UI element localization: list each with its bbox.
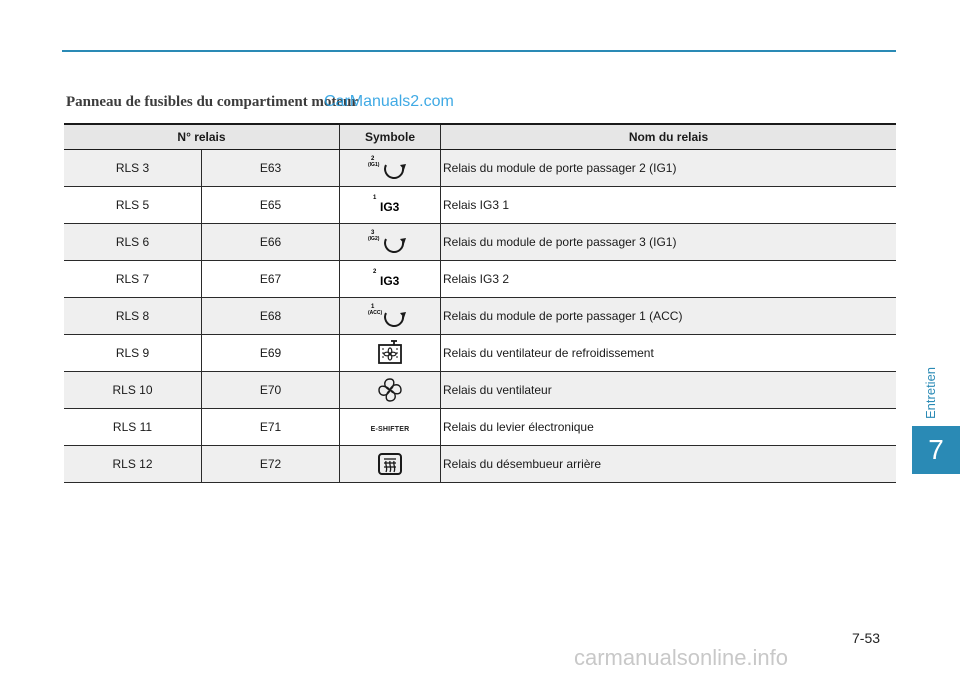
- relay-table: [64, 123, 896, 483]
- relay-number: RLS 8: [64, 298, 202, 335]
- column-header-relay-no: N° relais: [64, 124, 340, 150]
- sidebar-section-label: Entretien: [923, 366, 938, 420]
- table-row: [64, 187, 896, 224]
- section-title: Panneau de fusibles du compartiment moteur: [66, 94, 359, 110]
- table-row: [64, 409, 896, 446]
- chapter-tab: 7: [912, 426, 960, 474]
- relay-number: RLS 3: [64, 150, 202, 187]
- relay-number: RLS 6: [64, 224, 202, 261]
- relay-number: RLS 12: [64, 446, 202, 483]
- symbol-superscript: 1: [371, 304, 375, 310]
- rear-defroster-icon: [367, 448, 413, 480]
- relay-name: Relais du ventilateur: [441, 372, 897, 409]
- relay-name: Relais du ventilateur de refroidissement: [441, 335, 897, 372]
- ig3-text-icon: [367, 189, 413, 221]
- cooling-fan-radiator-icon: [367, 337, 413, 369]
- ignition-key-icon: [367, 152, 413, 184]
- page-number: 7-53: [852, 630, 881, 646]
- symbol-superscript: 2: [371, 156, 375, 162]
- relay-number: RLS 11: [64, 409, 202, 446]
- column-header-symbol: Symbole: [340, 124, 441, 150]
- relay-code: E69: [202, 335, 340, 372]
- ignition-key-icon: [367, 300, 413, 332]
- table-row: [64, 372, 896, 409]
- relay-name: Relais IG3 1: [441, 187, 897, 224]
- relay-name: Relais du désembueur arrière: [441, 446, 897, 483]
- relay-name: Relais du module de porte passager 1 (ACC): [441, 298, 897, 335]
- fan-icon: [367, 374, 413, 406]
- relay-number: RLS 10: [64, 372, 202, 409]
- watermark-top: CarManuals2.com: [324, 93, 454, 110]
- relay-code: E65: [202, 187, 340, 224]
- symbol-subscript: (IG1): [368, 162, 380, 168]
- table-row: [64, 335, 896, 372]
- e-shifter-text-icon: E-SHIFTER: [370, 426, 410, 433]
- ig3-text-icon: [367, 263, 413, 295]
- symbol-superscript: 3: [371, 230, 375, 236]
- relay-number: RLS 9: [64, 335, 202, 372]
- relay-name: Relais du module de porte passager 2 (IG1): [441, 150, 897, 187]
- relay-code: E70: [202, 372, 340, 409]
- relay-code: E66: [202, 224, 340, 261]
- relay-code: E67: [202, 261, 340, 298]
- table-row: [64, 150, 896, 187]
- relay-code: E71: [202, 409, 340, 446]
- ignition-key-icon: [367, 226, 413, 258]
- symbol-subscript: (IG2): [368, 236, 380, 242]
- watermark-bottom: carmanualsonline.info: [574, 645, 789, 670]
- relay-name: Relais IG3 2: [441, 261, 897, 298]
- symbol-superscript: 2: [373, 269, 377, 275]
- relay-name: Relais du levier électronique: [441, 409, 897, 446]
- table-row: [64, 261, 896, 298]
- relay-number: RLS 5: [64, 187, 202, 224]
- relay-number: RLS 7: [64, 261, 202, 298]
- top-rule: [62, 50, 896, 52]
- relay-code: E63: [202, 150, 340, 187]
- symbol-subscript: (ACC): [368, 310, 383, 316]
- relay-name: Relais du module de porte passager 3 (IG1): [441, 224, 897, 261]
- symbol-superscript: 1: [373, 195, 377, 201]
- table-row: [64, 298, 896, 335]
- column-header-relay-name: Nom du relais: [441, 124, 897, 150]
- table-row: [64, 224, 896, 261]
- relay-code: E72: [202, 446, 340, 483]
- table-row: [64, 446, 896, 483]
- table-header-row: [64, 124, 896, 150]
- relay-code: E68: [202, 298, 340, 335]
- symbol-text: IG3: [380, 200, 400, 214]
- symbol-text: IG3: [380, 274, 400, 288]
